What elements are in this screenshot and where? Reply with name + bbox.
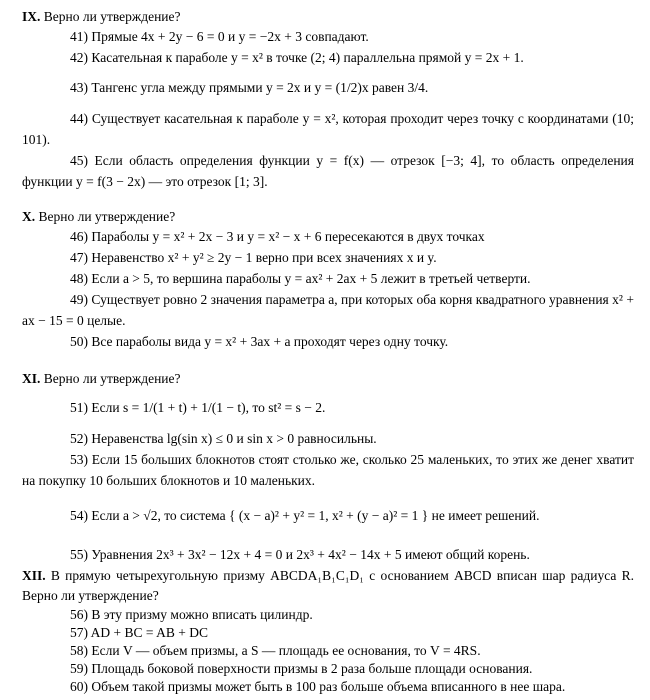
section-x: [22, 208, 634, 352]
statement-58: 58) Если V — объем призмы, а S — площадь ее основания, то V = 4RS.: [70, 643, 481, 658]
statement-48: 48) Если a > 5, то вершина параболы y = ax² + 2ax + 5 лежит в третьей четверти.: [70, 271, 531, 286]
statement-50: 50) Все параболы вида y = x² + 3ax + a проходят через одну точку.: [70, 334, 449, 349]
section-heading: X. Верно ли утверждение?: [22, 209, 176, 224]
section-ix: [22, 8, 634, 192]
statement-49: 49) Существует ровно 2 значения параметра a, при которых оба корня квадратного уравнения x² + ax − 15 = 0 целые.: [22, 292, 634, 328]
statement-54: 54) Если a > √2, то система { (x − a)² + y² = 1, x² + (y − a)² = 1 } не имеет решений.: [70, 508, 540, 523]
statement-41: 41) Прямые 4x + 2y − 6 = 0 и y = −2x + 3 совпадают.: [70, 29, 369, 44]
statement-57: 57) AD + BC = AB + DC: [70, 625, 208, 640]
statement-44: 44) Существует касательная к параболе y = x², которая проходит через точку с координатами (10; 101).: [22, 111, 634, 147]
section-heading: XI. Верно ли утверждение?: [22, 371, 181, 386]
section-xi: [22, 370, 634, 569]
statement-51: 51) Если s = 1/(1 + t) + 1/(1 − t), то st² = s − 2.: [70, 400, 326, 415]
statement-53: 53) Если 15 больших блокнотов стоят столько же, сколько 25 маленьких, то этих же денег хватит на покупку 10 больших блокнотов и 10 маленьких.: [22, 452, 634, 488]
statement-56: 56) В эту призму можно вписать цилиндр.: [70, 607, 313, 622]
section-xii: [22, 566, 634, 696]
statement-47: 47) Неравенство x² + y² ≥ 2y − 1 верно при всех значениях x и y.: [70, 250, 437, 265]
statement-43: 43) Тангенс угла между прямыми y = 2x и y = (1/2)x равен 3/4.: [70, 80, 429, 95]
statement-60: 60) Объем такой призмы может быть в 100 раз больше объема вписанного в нее шара.: [70, 679, 566, 694]
section-heading: XII. В прямую четырехугольную призму ABCDA₁B₁C₁D₁ с основанием ABCD вписан шар радиуса R. Верно ли утверждение?: [22, 568, 634, 603]
statement-52: 52) Неравенства lg(sin x) ≤ 0 и sin x > 0 равносильны.: [70, 431, 377, 446]
section-heading: IX. Верно ли утверждение?: [22, 9, 181, 24]
statement-42: 42) Касательная к параболе y = x² в точке (2; 4) параллельна прямой y = 2x + 1.: [70, 50, 524, 65]
statement-59: 59) Площадь боковой поверхности призмы в 2 раза больше площади основания.: [70, 661, 533, 676]
statement-55: 55) Уравнения 2x³ + 3x² − 12x + 4 = 0 и 2x³ + 4x² − 14x + 5 имеют общий корень.: [70, 547, 530, 562]
statement-46: 46) Параболы y = x² + 2x − 3 и y = x² − x + 6 пересекаются в двух точках: [70, 229, 485, 244]
statement-45: 45) Если область определения функции y = f(x) — отрезок [−3; 4], то область определения функции y = f(3 − 2x) — это отрезок [1; 3].: [22, 153, 634, 189]
